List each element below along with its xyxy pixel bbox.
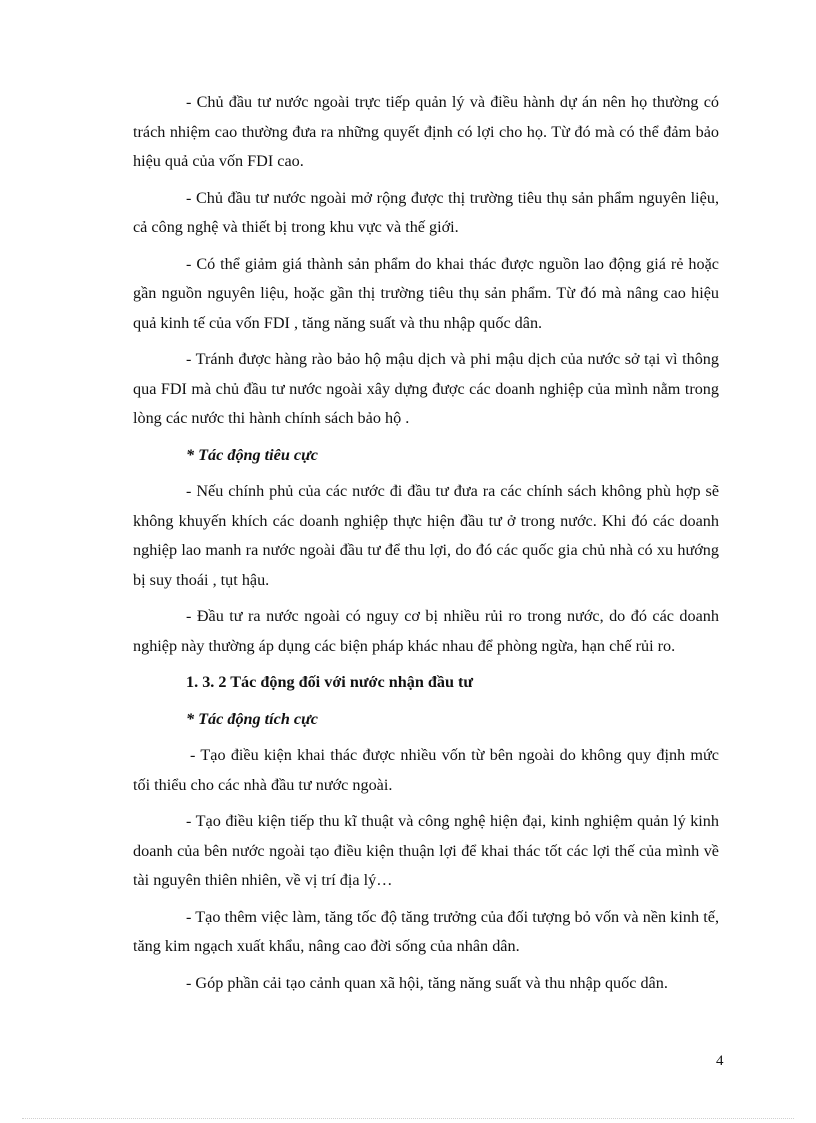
- paragraph: - Góp phần cải tạo cảnh quan xã hội, tăng năng suất và thu nhập quốc dân.: [186, 973, 668, 992]
- section-heading: 1. 3. 2 Tác động đối với nước nhận đầu tư: [186, 673, 474, 691]
- page-body: [133, 88, 719, 1005]
- paragraph: - Chủ đầu tư nước ngoài trực tiếp quản lý và điều hành dự án nên họ thường có trách nhiệm cao thường đưa ra những quyết định có lợi cho họ. Từ đó mà có thể đảm bảo hiệu quả của vốn FDI cao.: [133, 93, 719, 170]
- paragraph: - Có thể giảm giá thành sản phẩm do khai thác được nguồn lao động giá rẻ hoặc gần nguồn nguyên liệu, hoặc gần thị trường tiêu thụ sản phẩm. Từ đó mà nâng cao hiệu quả kinh tế của vốn FDI , tăng năng suất và thu nhập quốc dân.: [133, 254, 719, 332]
- subheading-positive-impact: * Tác động tích cực: [186, 709, 318, 728]
- paragraph: - Nếu chính phủ của các nước đi đầu tư đưa ra các chính sách không phù hợp sẽ không khuyến khích các doanh nghiệp thực hiện đầu tư ở trong nước. Khi đó các doanh nghiệp lao manh ra nước ngoài đầu tư để thu lợi, do đó các quốc gia chủ nhà có xu hướng bị suy thoái , tụt hậu.: [133, 482, 719, 589]
- page-number: 4: [716, 1053, 724, 1069]
- paragraph: - Tránh được hàng rào bảo hộ mậu dịch và phi mậu dịch của nước sở tại vì thông qua FDI mà chủ đầu tư nước ngoài xây dựng được các doanh nghiệp của mình nằm trong lòng các nước thi hành chính sách bảo hộ .: [133, 350, 719, 427]
- paragraph: - Đầu tư ra nước ngoài có nguy cơ bị nhiều rủi ro trong nước, do đó các doanh nghiệp này thường áp dụng các biện pháp khác nhau để phòng ngừa, hạn chế rủi ro.: [133, 607, 719, 655]
- paragraph: - Tạo điều kiện tiếp thu kĩ thuật và công nghệ hiện đại, kinh nghiệm quản lý kinh doanh của bên nước ngoài tạo điều kiện thuận lợi để khai thác tốt các lợi thế của mình về tài nguyên thiên nhiên, về vị trí địa lý…: [133, 812, 719, 889]
- subheading-negative-impact: * Tác động tiêu cực: [186, 445, 318, 464]
- paragraph: - Tạo điều kiện khai thác được nhiều vốn từ bên ngoài do không quy định mức tối thiểu cho các nhà đầu tư nước ngoài.: [133, 746, 719, 794]
- paragraph: - Chủ đầu tư nước ngoài mở rộng được thị trường tiêu thụ sản phẩm nguyên liệu, cả công nghệ và thiết bị trong khu vực và thế giới.: [133, 188, 719, 236]
- page-bottom-divider: [22, 1118, 794, 1119]
- paragraph: - Tạo thêm việc làm, tăng tốc độ tăng trưởng của đối tượng bỏ vốn và nền kinh tế, tăng kim ngạch xuất khẩu, nâng cao đời sống của nhân dân.: [133, 907, 719, 955]
